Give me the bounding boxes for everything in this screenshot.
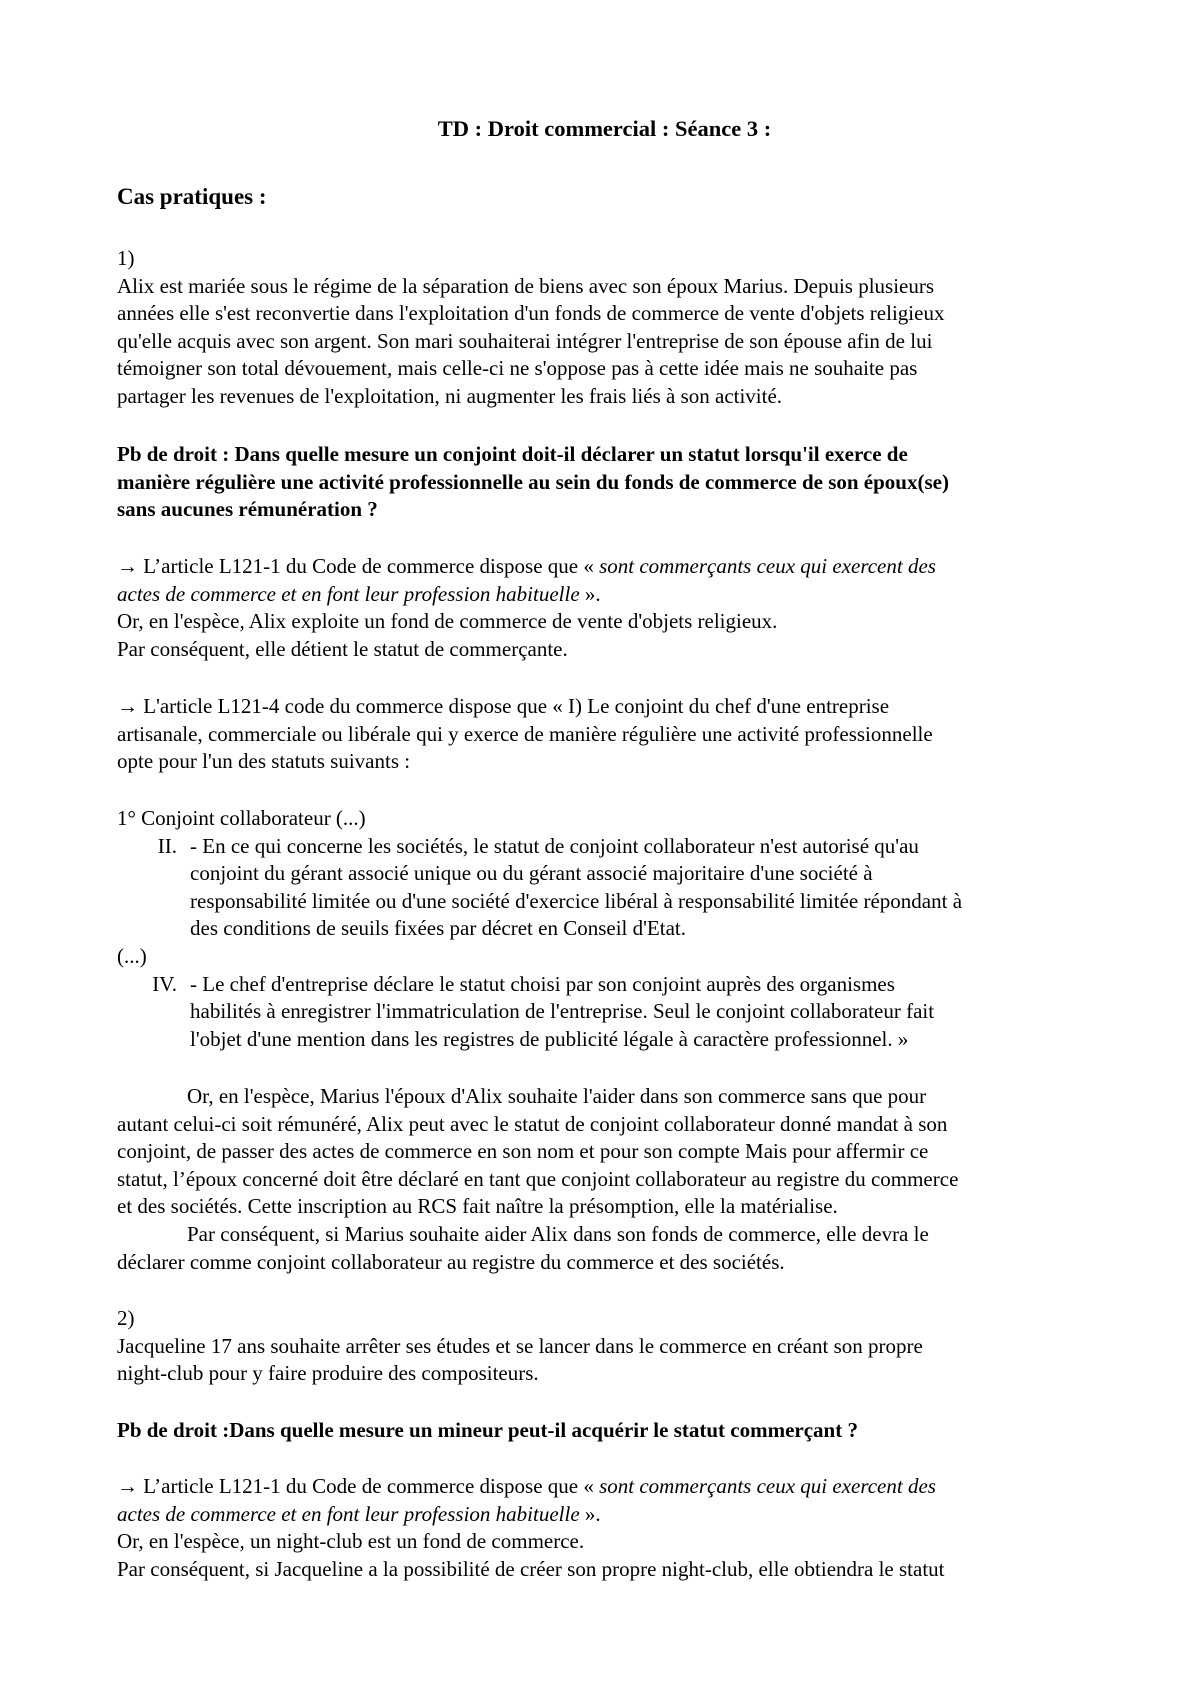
section-heading: Cas pratiques : — [117, 184, 267, 209]
application-line: Or, en l'espèce, un night-club est un fond de commerce. — [117, 1529, 585, 1554]
paragraph-line: Or, en l'espèce, Marius l'époux d'Alix souhaite l'aider dans son commerce sans que pour — [187, 1084, 927, 1108]
roman-line: responsabilité limitée ou d'une société d'exercice libéral à responsabilité limitée répondant à — [190, 888, 963, 913]
legal-problem-1 — [117, 441, 1092, 524]
citation-intro: → L’article L121-1 du Code de commerce dispose que « — [117, 1474, 600, 1498]
paragraph-line: autant celui-ci soit rémunéré, Alix peut avec le statut de conjoint collaborateur donné mandat à son — [117, 1111, 948, 1136]
citation-line: → L'article L121-4 code du commerce dispose que « I) Le conjoint du chef d'une entreprise — [117, 694, 890, 718]
citation-quote: sont commerçants ceux qui exercent des — [599, 554, 936, 578]
paragraph-line: et des sociétés. Cette inscription au RCS fait naître la présomption, elle la matérialise. — [117, 1194, 838, 1219]
citation-line — [117, 1501, 1092, 1529]
case-facts-line: night-club pour y faire produire des compositeurs. — [117, 1361, 539, 1386]
case-facts-line: qu'elle acquis avec son argent. Son mari souhaiterai intégrer l'entreprise de son épouse afin de lui — [117, 328, 933, 353]
case-facts-line: témoigner son total dévouement, mais celle-ci ne s'oppose pas à cette idée mais ne souhaite pas — [117, 356, 918, 381]
article-l121-1-citation — [117, 553, 1092, 663]
ellipsis: (...) — [117, 943, 147, 968]
citation-quote: actes de commerce et en font leur profession habituelle — [117, 581, 580, 606]
citation-line — [117, 1473, 1092, 1501]
roman-item-iv — [117, 971, 1092, 1054]
case-number: 2) — [117, 1306, 135, 1330]
citation-line — [117, 553, 1092, 581]
citation-end: ». — [579, 581, 601, 606]
paragraph-line: Par conséquent, si Marius souhaite aider Alix dans son fonds de commerce, elle devra le — [187, 1221, 929, 1246]
citation-quote: sont commerçants ceux qui exercent des — [599, 1474, 936, 1498]
paragraph-line: statut, l’époux concerné doit être déclaré en tant que conjoint collaborateur au registre du commerce — [117, 1166, 959, 1191]
case-facts-line: partager les revenues de l'exploitation, ni augmenter les frais liés à son activité. — [117, 383, 783, 408]
problem-line: manière régulière une activité professionnelle au sein du fonds de commerce de son époux(se) — [117, 469, 949, 494]
case-facts-line: Jacqueline 17 ans souhaite arrêter ses études et se lancer dans le commerce en créant son propre — [117, 1333, 923, 1358]
roman-line: habilités à enregistrer l'immatriculation de l'entreprise. Seul le conjoint collaborateur fait — [190, 999, 935, 1024]
legal-problem-2 — [117, 1417, 1092, 1445]
problem-line: Pb de droit :Dans quelle mesure un mineur peut-il acquérir le statut commerçant ? — [117, 1418, 858, 1442]
roman-line: - En ce qui concerne les sociétés, le statut de conjoint collaborateur n'est autorisé qu'au — [190, 833, 919, 858]
roman-line: l'objet d'une mention dans les registres de publicité légale à caractère professionnel. » — [190, 1026, 909, 1051]
roman-line: conjoint du gérant associé unique ou du gérant associé majoritaire d'une société à — [190, 861, 873, 886]
paragraph-line: déclarer comme conjoint collaborateur au registre du commerce et des sociétés. — [117, 1249, 785, 1274]
roman-line: - Le chef d'entreprise déclare le statut choisi par son conjoint auprès des organismes — [190, 971, 895, 996]
roman-numeral: IV. — [152, 971, 177, 996]
page-title: TD : Droit commercial : Séance 3 : — [437, 116, 772, 141]
citation-end: ». — [579, 1501, 601, 1526]
citation-quote: actes de commerce et en font leur profession habituelle — [117, 1501, 580, 1526]
statuts-list — [117, 805, 1092, 1053]
citation-intro: → L’article L121-1 du Code de commerce dispose que « — [117, 554, 600, 578]
case-number: 1) — [117, 246, 135, 270]
conclusion-line: Par conséquent, si Jacqueline a la possibilité de créer son propre night-club, elle obtiendra le statut — [117, 1556, 945, 1581]
citation-line: artisanale, commerciale ou libérale qui y exerce de manière régulière une activité professionnelle — [117, 721, 933, 746]
roman-line: des conditions de seuils fixées par décret en Conseil d'Etat. — [190, 916, 686, 941]
citation-line: opte pour l'un des statuts suivants : — [117, 749, 411, 774]
conclusion-line: Par conséquent, elle détient le statut de commerçante. — [117, 636, 568, 661]
problem-line: sans aucunes rémunération ? — [117, 497, 378, 522]
problem-line: Pb de droit : Dans quelle mesure un conjoint doit-il déclarer un statut lorsqu'il exerce de — [117, 442, 908, 466]
application-line: Or, en l'espèce, Alix exploite un fond de commerce de vente d'objets religieux. — [117, 609, 778, 634]
application-paragraph — [117, 1083, 1092, 1276]
article-l121-4-citation — [117, 693, 1092, 776]
case-1 — [117, 245, 1092, 411]
case-facts-line: années elle s'est reconvertie dans l'exploitation d'un fonds de commerce de vente d'objets religieux — [117, 301, 945, 326]
case-facts-line: Alix est mariée sous le régime de la séparation de biens avec son époux Marius. Depuis plusieurs — [117, 273, 935, 298]
article-l121-1-citation-2 — [117, 1473, 1092, 1583]
paragraph-line: conjoint, de passer des actes de commerce en son nom et pour son compte Mais pour affermir ce — [117, 1139, 929, 1164]
roman-item-ii — [117, 833, 1092, 943]
roman-numeral: II. — [157, 833, 177, 858]
case-2 — [117, 1305, 1092, 1388]
statut-item: 1° Conjoint collaborateur (...) — [117, 806, 366, 830]
citation-line — [117, 581, 1092, 609]
